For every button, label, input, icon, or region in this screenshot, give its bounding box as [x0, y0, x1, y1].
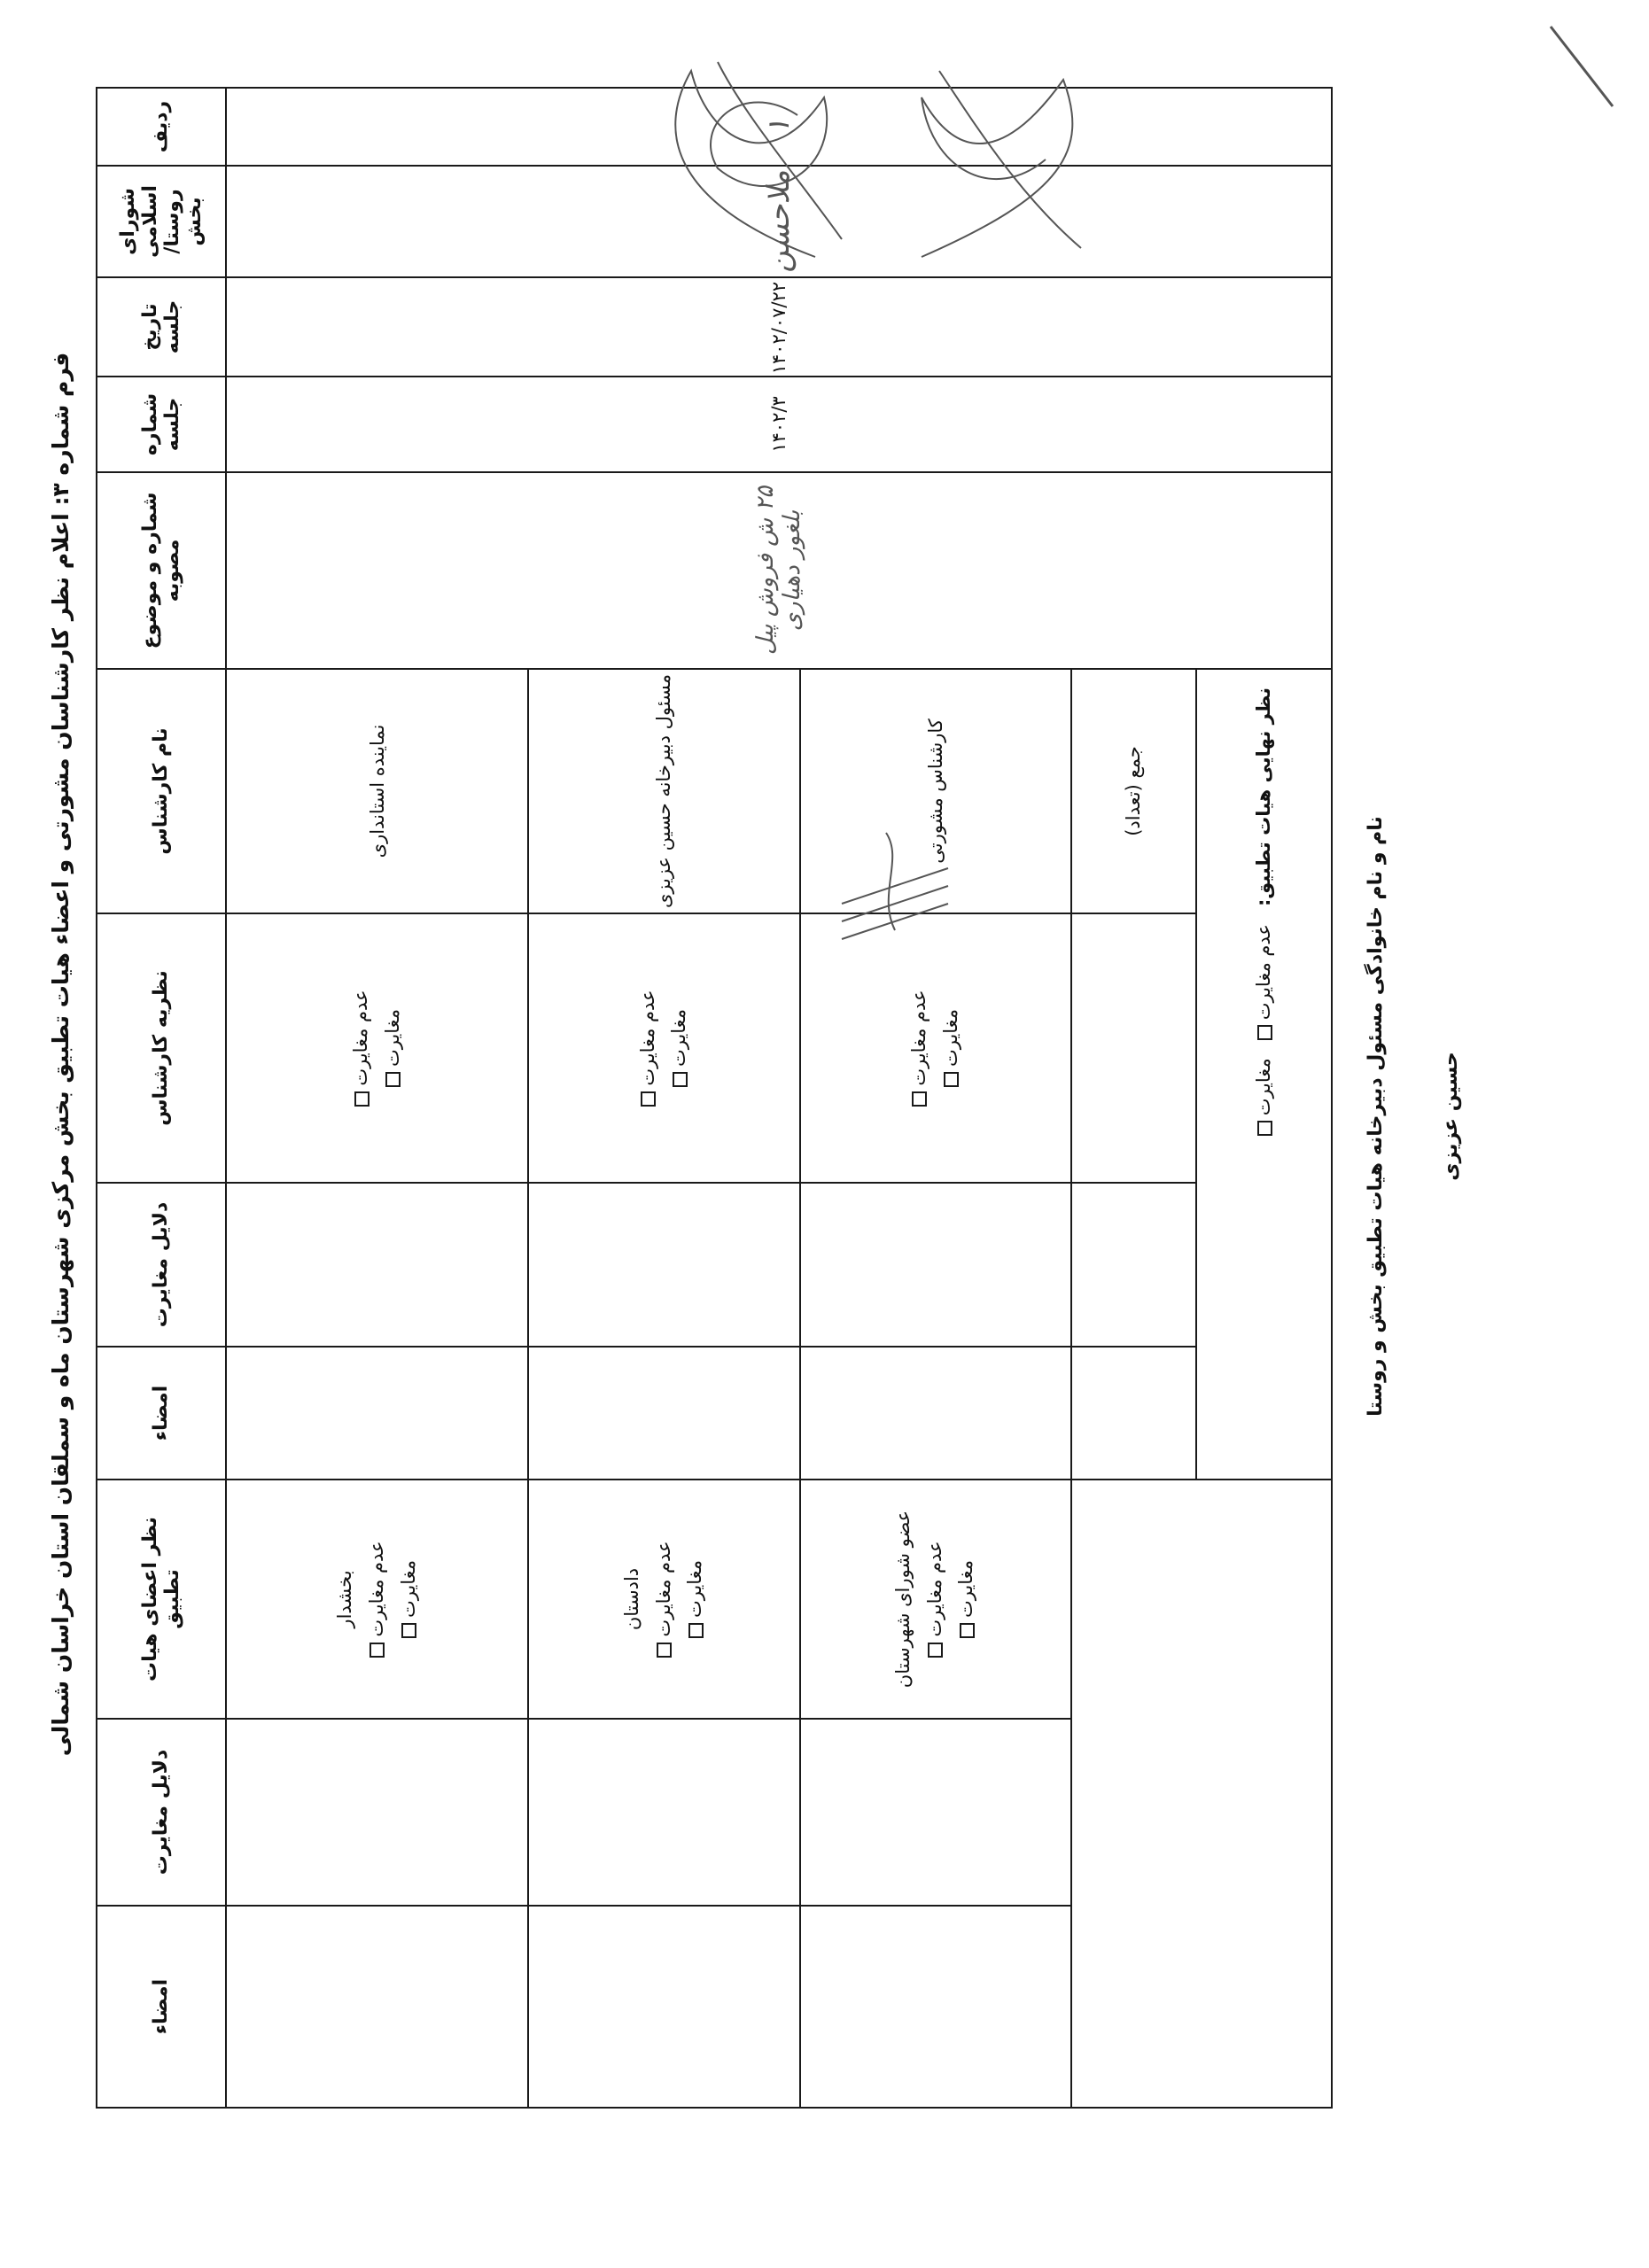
cell-row-number: ۱: [226, 88, 1332, 166]
header-expert-name: نام کارشناس: [97, 669, 226, 913]
cell-session-date: ۱۴۰۲/۰۷/۲۲: [226, 277, 1332, 377]
member-signature-1: [226, 1906, 528, 2108]
header-subject: شماره و موضوع مصوبه: [97, 472, 226, 669]
member-opinion-2: دادستان عدم مغایرت مغایرت: [528, 1480, 799, 1719]
totals-label: جمع (تعداد): [1071, 669, 1196, 913]
expert-opinion-2: عدم مغایرت مغایرت: [528, 913, 799, 1183]
cell-council: ملاحسن: [226, 166, 1332, 277]
signature-scribble-1: [638, 44, 868, 275]
expert-name-2: مسئول دبیرخانه حسین عزیزی: [528, 669, 799, 913]
checkbox[interactable]: [401, 1623, 416, 1638]
checkbox[interactable]: [369, 1643, 385, 1658]
signature-scribble-3: [824, 815, 966, 957]
form-title: فرم شماره ۳: اعلام نظر کارشناسان مشورتی و اعضاء هیات تطبیق بخش مرکزی شهرستان ماه و سملقان استان خراسان شمالی: [48, 352, 74, 1757]
cell-session-no: ۱۴۰۲/۳: [226, 377, 1332, 472]
member-signature-2: [528, 1906, 799, 2108]
header-reasons: دلایل مغایرت: [97, 1183, 226, 1347]
expert-signature-1: [226, 1347, 528, 1480]
checkbox[interactable]: [641, 1091, 656, 1107]
form-table: [96, 87, 1333, 2109]
totals-opinion: [1071, 913, 1196, 1183]
expert-name-1: نماینده استانداری: [226, 669, 528, 913]
header-session-date: تاریخ جلسه: [97, 277, 226, 377]
final-opinion: نظر نهایی هیات تطبیق: عدم مغایرت مغایرت: [1196, 669, 1332, 1480]
checkbox[interactable]: [912, 1091, 927, 1107]
expert-reasons-2: [528, 1183, 799, 1347]
member-reasons-3: [800, 1719, 1071, 1906]
footer-label: نام و نام خانوادگی مسئول دبیرخانه هیات تطبیق بخش و روستا: [1365, 816, 1387, 1417]
checkbox[interactable]: [385, 1072, 401, 1087]
checkbox[interactable]: [688, 1623, 704, 1638]
expert-name-3: کارشناس مشورتی: [800, 669, 1071, 913]
header-expert-opinion: نظریه کارشناس: [97, 913, 226, 1183]
header-members-opinion: نظر اعضای هیات تطبیق: [97, 1480, 226, 1719]
corner-mark: [1533, 18, 1630, 115]
checkbox[interactable]: [354, 1091, 369, 1107]
checkbox[interactable]: [944, 1072, 959, 1087]
checkbox[interactable]: [1257, 1025, 1272, 1040]
expert-opinion-3: عدم مغایرت مغایرت: [800, 913, 1071, 1183]
signature-scribble-2: [886, 53, 1116, 275]
totals-signature: [1071, 1347, 1196, 1480]
expert-reasons-3: [800, 1183, 1071, 1347]
header-council: شورای اسلامی روستا/ بخش: [97, 166, 226, 277]
cell-subject: ۲۵ ش فروش پیل بلغور دهیاری: [226, 472, 1332, 669]
header-member-signature: امضاء: [97, 1906, 226, 2108]
checkbox[interactable]: [928, 1643, 943, 1658]
footer-name: حسین عزیزی: [1440, 1052, 1462, 1181]
member-reasons-1: [226, 1719, 528, 1906]
expert-signature-2: [528, 1347, 799, 1480]
member-opinion-1: بخشدار عدم مغایرت مغایرت: [226, 1480, 528, 1719]
checkbox[interactable]: [960, 1623, 975, 1638]
member-signature-3: [800, 1906, 1071, 2108]
header-member-reasons: دلایل مغایرت: [97, 1719, 226, 1906]
expert-signature-3: [800, 1347, 1071, 1480]
checkbox[interactable]: [673, 1072, 688, 1087]
expert-reasons-1: [226, 1183, 528, 1347]
member-reasons-2: [528, 1719, 799, 1906]
header-session-no: شماره جلسه: [97, 377, 226, 472]
header-row: ردیف: [97, 88, 226, 166]
members-blank-area: [1071, 1480, 1332, 2108]
checkbox[interactable]: [657, 1643, 672, 1658]
totals-reasons: [1071, 1183, 1196, 1347]
expert-opinion-1: عدم مغایرت مغایرت: [226, 913, 528, 1183]
header-signature: امضاء: [97, 1347, 226, 1480]
checkbox[interactable]: [1257, 1121, 1272, 1136]
member-opinion-3: عضو شورای شهرستان عدم مغایرت مغایرت: [800, 1480, 1071, 1719]
